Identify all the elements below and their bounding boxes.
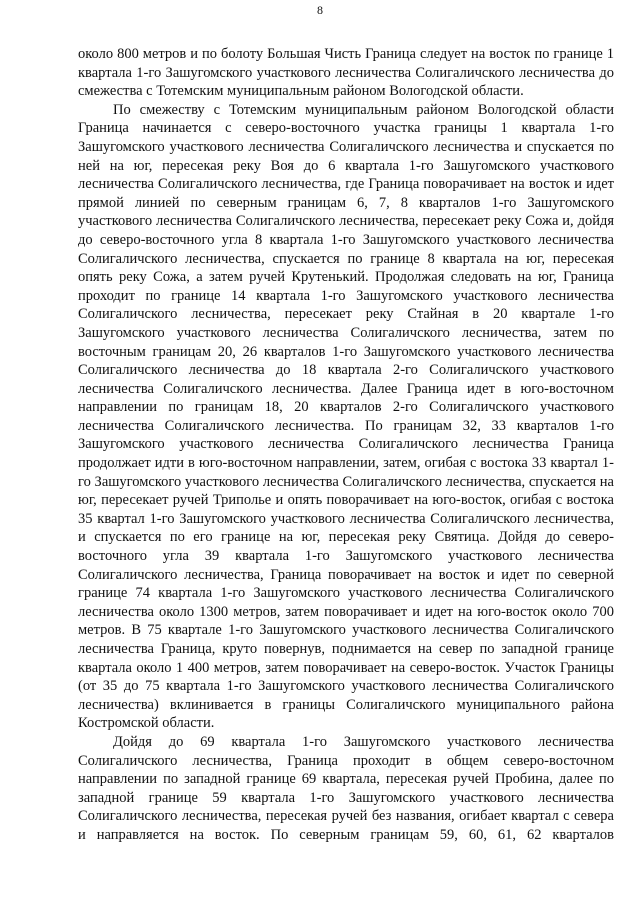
paragraph-tot-border: По смежеству с Тотемским муниципальным районом Вологодской области Граница начинается с северо-восточного участка границы 1 квартала 1-го Зашугомского участкового лесничества Солигаличского лесничества и спускается по ней на юг, пересекая реку Воя до 6 квартала 1-го Зашугомского участкового лесничества Солигаличского лесничества, где Граница поворачивает на восток и идет прямой линией по северным границам 6, 7, 8 кварталов 1-го Зашугомского участкового лесничества Солигаличского лесничества, пересекает реку Сожа и, дойдя до северо-восточного угла 8 квартала 1-го Зашугомского участкового лесничества Солигаличского лесничества, спускается по границе 8 квартала на юг, пересекая опять реку Сожа, а затем ручей Крутенький. Продолжая следовать на юг, Граница проходит по границе 14 квартала 1-го Зашугомского участкового лесничества Солигаличского лесничества, пересекает реку Стайная в 20 квартале 1-го Зашугомского участкового лесничества Солигаличского лесничества, затем по восточным границам 20, 26 кварталов 1-го Зашугомского участкового лесничества Солигаличского лесничества до 18 квартала 2-го Солигаличского участкового лесничества Солигаличского лесничества. Далее Граница идет в юго-восточном направлении по границам 18, 20 кварталов 2-го Солигаличского участкового лесничества Солигаличского лесничества. По границам 32, 33 кварталов 1-го Зашугомского участкового лесничества Солигаличского лесничества Граница продолжает идти в юго-восточном направлении, затем, огибая с востока 33 квартал 1-го Зашугомского участкового лесничества Солигаличского лесничества, спускается на юг, пересекает ручей Триполье и опять поворачивает на юго-восток, огибая с востока 35 квартал 1-го Зашугомского участкового лесничества Солигаличского лесничества, и спускается по его границе на юг, пересекая реку Святица. Дойдя до северо-восточного угла 39 квартала 1-го Зашугомского участкового лесничества Солигаличского лесничества, Граница поворачивает на восток и идет по северной границе 74 квартала 1-го Зашугомского участкового лесничества Солигаличского лесничества около 1300 метров, затем поворачивает и идет на юго-восток около 700 метров. В 75 квартале 1-го Зашугомского участкового лесничества Солигаличского лесничества Граница, круто повернув, поднимается на север по западной границе квартала около 1 400 метров, затем поворачивает на северо-восток. Участок Границы (от 35 до 75 квартала 1-го Зашугомского участкового лесничества Солигаличского лесничества) вклинивается в границы Солигаличского муниципального района Костромской области.	[78, 101, 614, 732]
paragraph-continuation: около 800 метров и по болоту Большая Чисть Граница следует на восток по границе 1 квартала 1-го Зашугомского участкового лесничества Солигаличского лесничества до смежества с Тотемским муниципальным районом Вологодской области.	[78, 46, 614, 100]
paragraph-quarter-69: Дойдя до 69 квартала 1-го Зашугомского участкового лесничества Солигаличского лесничества, Граница проходит в общем северо-восточном направлении по западной границе 69 квартала, пересекая ручей Пробина, далее по западной границе 59 квартала 1-го Зашугомского участкового лесничества Солигаличского лесничества, пересекая ручей без названия, огибает квартал с севера и направляется на восток. По северным границам 59, 60, 61, 62 кварталов	[78, 733, 614, 843]
page-number: 8	[317, 3, 323, 17]
body-text	[78, 45, 614, 845]
